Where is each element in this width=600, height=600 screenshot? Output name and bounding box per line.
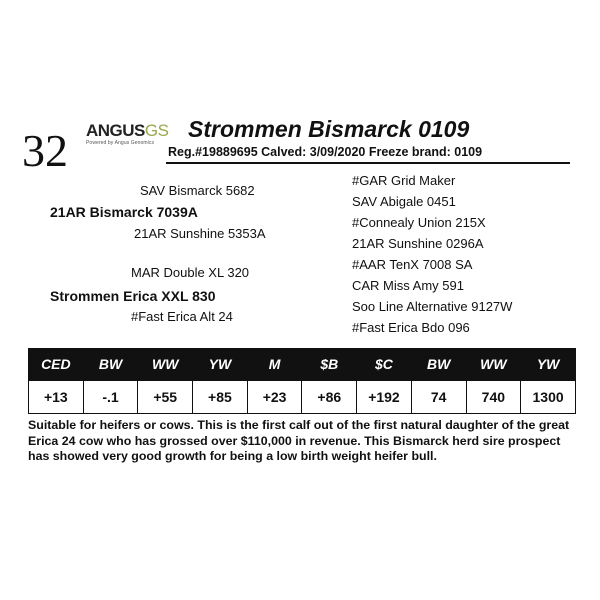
logo-tagline: Powered by Angus Genomics xyxy=(86,140,155,146)
epd-value-b-index: +86 xyxy=(302,381,357,414)
epd-value-actual-ww: 740 xyxy=(466,381,521,414)
pedigree-sire-sire: SAV Bismarck 5682 xyxy=(140,183,255,198)
logo-text: ANGUS xyxy=(86,121,145,140)
animal-name: Strommen Bismarck 0109 xyxy=(188,116,470,142)
pedigree-right-4: 21AR Sunshine 0296A xyxy=(352,236,484,251)
epd-header-row xyxy=(29,348,576,381)
epd-header-yw: YW xyxy=(193,348,248,381)
pedigree-dam-sire: MAR Double XL 320 xyxy=(131,265,250,280)
epd-value-row xyxy=(29,381,576,414)
epd-header-c-index: $C xyxy=(357,348,412,381)
epd-value-actual-yw: 1300 xyxy=(521,381,576,414)
pedigree-right-1: #GAR Grid Maker xyxy=(352,173,456,188)
pedigree-right-5: #AAR TenX 7008 SA xyxy=(352,257,473,272)
epd-header-actual-yw: YW xyxy=(521,348,576,381)
header-divider xyxy=(166,162,570,164)
epd-value-yw: +85 xyxy=(193,381,248,414)
angus-gs-logo xyxy=(86,121,176,146)
epd-value-ced: +13 xyxy=(29,381,84,414)
epd-header-actual-bw: BW xyxy=(411,348,466,381)
pedigree-right-3: #Connealy Union 215X xyxy=(352,215,486,230)
pedigree-right-8: #Fast Erica Bdo 096 xyxy=(352,320,470,335)
lot-description: Suitable for heifers or cows. This is the first calf out of the first natural daughter of the great Erica 24 cow who has grossed over $110,000 in revenue. This Bismarck herd sire prospect has showed very good growth for being a low birth weight heifer bull. xyxy=(28,418,570,463)
epd-header-actual-ww: WW xyxy=(466,348,521,381)
epd-table xyxy=(28,348,576,414)
epd-value-c-index: +192 xyxy=(357,381,412,414)
lot-number: 32 xyxy=(22,125,68,176)
logo-accent: GS xyxy=(144,121,169,140)
pedigree-dam: Strommen Erica XXL 830 xyxy=(50,288,216,304)
pedigree-sire-dam: 21AR Sunshine 5353A xyxy=(134,226,266,241)
epd-header-m: M xyxy=(247,348,302,381)
epd-header-bw: BW xyxy=(83,348,138,381)
epd-header-ww: WW xyxy=(138,348,193,381)
pedigree-right-2: SAV Abigale 0451 xyxy=(352,194,456,209)
pedigree-dam-dam: #Fast Erica Alt 24 xyxy=(131,309,233,324)
epd-header-b-index: $B xyxy=(302,348,357,381)
pedigree-sire: 21AR Bismarck 7039A xyxy=(50,204,198,220)
epd-value-bw: -.1 xyxy=(83,381,138,414)
epd-header-ced: CED xyxy=(29,348,84,381)
pedigree-right-6: CAR Miss Amy 591 xyxy=(352,278,464,293)
epd-value-ww: +55 xyxy=(138,381,193,414)
epd-value-m: +23 xyxy=(247,381,302,414)
epd-value-actual-bw: 74 xyxy=(411,381,466,414)
pedigree-right-7: Soo Line Alternative 9127W xyxy=(352,299,513,314)
registration-line: Reg.#19889695 Calved: 3/09/2020 Freeze brand: 0109 xyxy=(168,145,483,159)
